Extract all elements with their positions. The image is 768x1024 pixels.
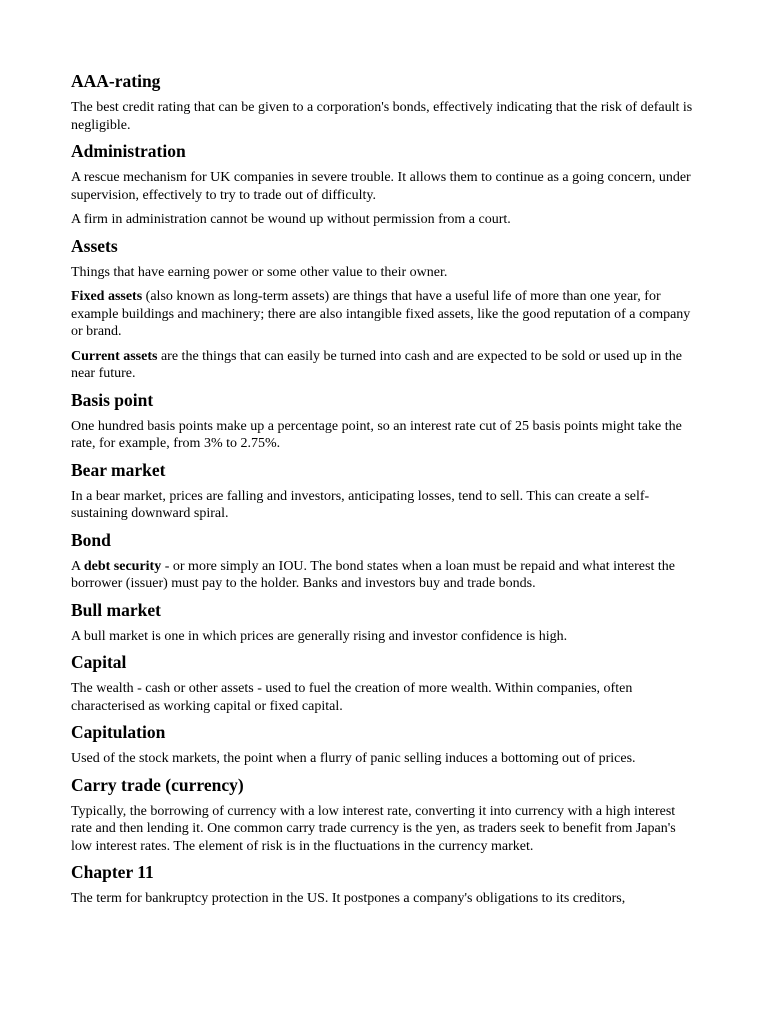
- definition-paragraph: [71, 803, 697, 856]
- definition-text: A rescue mechanism for UK companies in severe trouble. It allows them to continue as a going concern, under supervision, effectively to try to trade out of difficulty.: [71, 170, 691, 203]
- definition-text: A firm in administration cannot be wound up without permission from a court.: [71, 212, 511, 227]
- definition-paragraph: [71, 264, 697, 282]
- definition-paragraph: [71, 418, 697, 453]
- definition-paragraph: [71, 488, 697, 523]
- definition-paragraph: [71, 558, 697, 593]
- term-heading: Bear market: [71, 459, 166, 480]
- definition-text: The wealth - cash or other assets - used to fuel the creation of more wealth. Within companies, often characterised as working capital or fixed capital.: [71, 681, 633, 714]
- term-heading: Bull market: [71, 599, 161, 620]
- bold-term: Current assets: [71, 348, 158, 364]
- definition-paragraph: [71, 750, 697, 768]
- definition-text: One hundred basis points make up a percentage point, so an interest rate cut of 25 basis points might take the rate, for example, from 3% to 2.75%.: [71, 418, 682, 451]
- term-heading: Capitulation: [71, 722, 166, 742]
- definition-text: The term for bankruptcy protection in the US. It postpones a company's obligations to its creditors,: [71, 891, 626, 906]
- definition-text: - or more simply an IOU. The bond states when a loan must be repaid and what interest the borrower (issuer) must pay to the holder. Banks and investors buy and trade bonds.: [71, 558, 675, 591]
- definition-text: Things that have earning power or some other value to their owner.: [71, 264, 448, 280]
- definition-text: are the things that can easily be turned into cash and are expected to be sold or used up in the near future.: [71, 348, 682, 381]
- definition-paragraph: [71, 348, 697, 383]
- definition-paragraph: [71, 628, 697, 646]
- glossary: [71, 70, 697, 908]
- definition-text: (also known as long-term assets) are things that have a useful life of more than one year, for example buildings and machinery; there are also intangible fixed assets, like the good reputation of a company or brand.: [71, 289, 691, 339]
- definition-text: Used of the stock markets, the point when a flurry of panic selling induces a bottoming out of prices.: [71, 751, 636, 766]
- definition-paragraph: [71, 211, 697, 229]
- definition-text: In a bear market, prices are falling and investors, anticipating losses, tend to sell. This can create a self-sustaining downward spiral.: [71, 488, 650, 521]
- term-heading: Carry trade (currency): [71, 774, 244, 795]
- definition-text: The best credit rating that can be given to a corporation's bonds, effectively indicating that the risk of default is negligible.: [71, 100, 693, 133]
- definition-paragraph: [71, 169, 697, 204]
- term-heading: Administration: [71, 141, 186, 161]
- term-heading: Capital: [71, 652, 127, 672]
- term-heading: Bond: [71, 529, 111, 550]
- definition-text: A: [71, 558, 84, 574]
- bold-term: debt security: [83, 558, 162, 574]
- definition-paragraph: [71, 288, 697, 341]
- term-heading: Basis point: [71, 389, 154, 410]
- term-heading: Chapter 11: [71, 862, 154, 882]
- definition-paragraph: [71, 99, 697, 134]
- definition-text: A bull market is one in which prices are generally rising and investor confidence is high.: [71, 628, 568, 644]
- term-heading: Assets: [71, 235, 118, 256]
- definition-paragraph: [71, 890, 697, 908]
- term-heading: AAA-rating: [71, 71, 161, 91]
- definition-text: Typically, the borrowing of currency with a low interest rate, converting it into currency with a high interest rate and then lending it. One common carry trade currency is the yen, as traders seek to benefit from Japan's low interest rates. The element of risk is in the fluctuations in the currency market.: [71, 803, 676, 854]
- bold-term: Fixed assets: [71, 289, 143, 304]
- definition-paragraph: [71, 680, 697, 715]
